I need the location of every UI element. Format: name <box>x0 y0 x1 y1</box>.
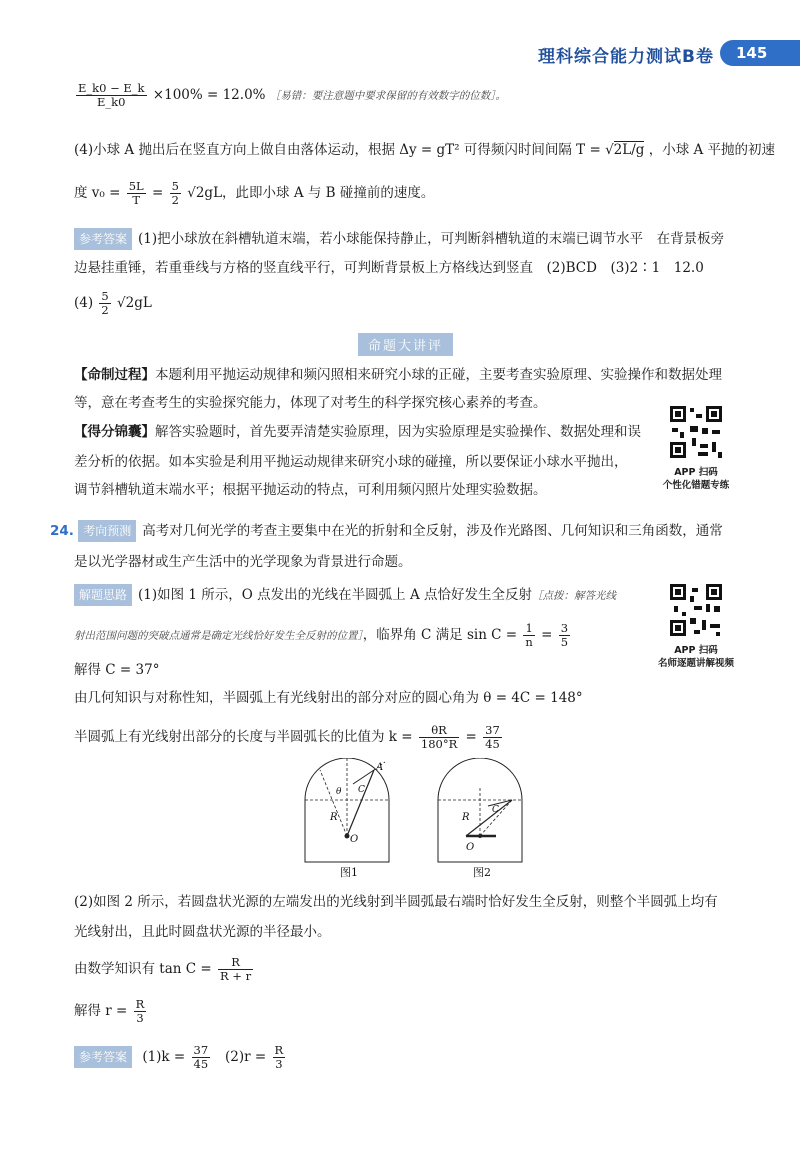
numerator: 37 <box>193 1043 209 1057</box>
q24-solution-line2 <box>74 622 572 649</box>
qr-caption <box>652 466 740 492</box>
proposition-line4: 差分析的依据。如本实验是利用平抛运动规律来研究小球的碰撞，所以要保证小球水平抛出， <box>74 454 628 470</box>
text: 解答实验题时，首先要弄清楚实验原理，因为实验原理是实验操作、数据处理和误 <box>155 424 641 440</box>
answer-line2: 边悬挂重锤，若重垂线与方格的竖直线平行，可判断背景板上方格线达到竖直 (2)BCD (3)2∶1 12.0 <box>74 260 704 276</box>
denominator: T <box>132 193 141 207</box>
denominator: 3 <box>275 1057 283 1071</box>
section-title: 命题大讲评 <box>358 333 453 356</box>
proposition-line5: 调节斜槽轨道末端水平；根据平抛运动的特点，可利用频闪照片处理实验数据。 <box>74 482 547 498</box>
q24-geom: 由几何知识与对称性知，半圆弧上有光线射出的部分对应的圆心角为 θ = 4C = 148° <box>74 690 583 706</box>
qr-code-icon[interactable] <box>668 582 724 638</box>
answer-tag: 参考答案 <box>74 228 132 250</box>
text: 度 v₀ = <box>74 185 121 201</box>
numerator: R <box>274 1043 284 1057</box>
forecast-tag: 考向预测 <box>78 520 136 542</box>
figure-2-caption: 图2 <box>473 866 491 879</box>
qr-caption <box>652 644 740 670</box>
fraction <box>134 998 147 1025</box>
denominator: 45 <box>193 1057 209 1071</box>
q24-solve1: 解得 C = 37° <box>74 662 160 678</box>
qr-caption-line2: 个性化错题专练 <box>662 480 730 491</box>
figure-1-caption: 图1 <box>340 866 358 879</box>
q24-part2-line1: (2)如图 2 所示，若圆盘状光源的左端发出的光线射到半圆弧最右端时恰好发生全反射，则整个半圆弧上均有 <box>74 894 718 910</box>
text: 由数学知识有 tan C = <box>74 961 212 977</box>
radius-label: R <box>462 812 470 823</box>
q24-tan <box>74 956 255 983</box>
text: (4)小球 A 抛出后在竖直方向上做自由落体运动，根据 Δy = gT² 可得频闪时间间隔 T = <box>74 142 601 158</box>
q24-line1 <box>50 520 723 542</box>
qr-code-icon[interactable] <box>668 404 724 460</box>
numerator: 5 <box>171 179 179 193</box>
q24-solution-line1 <box>74 584 616 606</box>
proposition-line3 <box>74 422 641 442</box>
theta-label: θ <box>336 787 342 797</box>
solution-tag: 解题思路 <box>74 584 132 606</box>
qr-caption-line1: APP 扫码 <box>674 467 718 478</box>
text: ，临界角 C 满足 sin C = <box>362 627 518 643</box>
text: 本题利用平抛运动规律和频闪照相来研究小球的正碰，主要考查实验原理、实验操作和数据处理 <box>155 367 722 383</box>
fraction <box>483 724 502 751</box>
numerator: 3 <box>560 621 569 635</box>
tip-note: 射出范围问题的突破点通常是确定光线恰好发生全反射的位置］ <box>74 630 363 642</box>
text: (1)把小球放在斜槽轨道末端，若小球能保持静止，可判断斜槽轨道的末端已调节水平 在背景板旁 <box>138 231 725 247</box>
answer-line3 <box>74 290 152 317</box>
q24-ratio <box>74 724 504 751</box>
q24-solve2 <box>74 998 148 1025</box>
denominator: 3 <box>136 1011 144 1025</box>
text: √2gL，此即小球 A 与 B 碰撞前的速度。 <box>187 185 435 201</box>
text: (1)如图 1 所示，O 点发出的光线在半圆弧上 A 点恰好发生全反射 <box>138 587 532 603</box>
text: ，小球 A 平抛的初速 <box>648 142 776 158</box>
denominator: n <box>525 635 533 649</box>
figure-1 <box>305 758 389 879</box>
sqrt-radicand: 2L/g <box>613 142 645 158</box>
running-header-title: 理科综合能力测试B卷 <box>538 47 714 67</box>
label: 【得分锦囊】 <box>74 424 155 440</box>
denominator: R + r <box>219 969 252 983</box>
radius-label: R <box>330 812 338 823</box>
equals: = <box>541 627 553 643</box>
q24-line2: 是以光学器材或生产生活中的光学现象为背景进行命题。 <box>74 554 412 570</box>
denominator: 45 <box>485 737 500 751</box>
label: 【命制过程】 <box>74 367 155 383</box>
denominator: 180°R <box>420 737 458 751</box>
tip-note: ［易错：要注意题中要求保留的有效数字的位数］。 <box>269 90 507 102</box>
question-number: 24. <box>50 523 74 539</box>
fraction <box>273 1044 286 1071</box>
denominator: 5 <box>560 635 569 649</box>
angle-c-label: C <box>358 785 365 795</box>
qr-caption-line2: 名师逐题讲解视频 <box>657 658 734 669</box>
fraction <box>127 180 146 207</box>
fraction <box>192 1044 211 1071</box>
fraction <box>559 622 570 649</box>
fraction <box>218 956 253 983</box>
fraction <box>170 180 181 207</box>
qr-caption-line1: APP 扫码 <box>674 645 718 656</box>
text: (2)r = <box>225 1049 267 1065</box>
formula-result: ×100% = 12.0% <box>152 87 266 103</box>
denominator: E_k0 <box>97 95 126 109</box>
text: (4) <box>74 295 94 311</box>
figure-2 <box>438 758 522 879</box>
origin-label: O <box>350 834 359 845</box>
text: 高考对几何光学的考查主要集中在光的折射和全反射，涉及作光路图、几何知识和三角函数，通常 <box>142 523 723 539</box>
angle-c-label: C <box>492 805 499 815</box>
tip-note: ［点拨：解答光线 <box>532 590 616 602</box>
numerator: R <box>135 997 145 1011</box>
text: √2gL <box>117 295 152 311</box>
fraction <box>523 622 534 649</box>
text: 半圆弧上有光线射出部分的长度与半圆弧长的比值为 k = <box>74 729 413 745</box>
answer-tag: 参考答案 <box>74 1046 132 1068</box>
point-a-label: A <box>376 762 384 773</box>
proposition-line1 <box>74 365 722 385</box>
numerator: θR <box>419 724 459 738</box>
denominator: 2 <box>101 303 109 317</box>
efficiency-formula <box>74 82 506 109</box>
numerator: R <box>218 956 253 970</box>
answer-line1 <box>74 228 724 250</box>
numerator: 5L <box>128 179 144 193</box>
part4-line1 <box>74 140 775 160</box>
denominator: 2 <box>171 193 179 207</box>
fraction <box>76 82 147 109</box>
equals: = <box>465 729 477 745</box>
q24-part2-line2: 光线射出，且此时圆盘状光源的半径最小。 <box>74 924 331 940</box>
numerator: 5 <box>101 289 109 303</box>
origin-label: O <box>466 842 475 853</box>
q24-answer <box>74 1044 287 1071</box>
fraction <box>99 290 110 317</box>
page-number: 145 <box>720 40 800 66</box>
equals: = <box>152 185 164 201</box>
numerator: E_k0 − E_k <box>78 81 145 95</box>
part4-line2 <box>74 180 434 207</box>
numerator: 37 <box>485 723 500 737</box>
sqrt-expression: √2L/g <box>605 142 645 158</box>
numerator: 1 <box>523 622 534 636</box>
fraction <box>419 724 459 751</box>
text: (1)k = <box>142 1049 186 1065</box>
optics-figures <box>290 758 530 882</box>
proposition-line2: 等，意在考查考生的实验探究能力，体现了对考生的科学探究核心素养的考查。 <box>74 395 547 411</box>
text: 解得 r = <box>74 1003 128 1019</box>
